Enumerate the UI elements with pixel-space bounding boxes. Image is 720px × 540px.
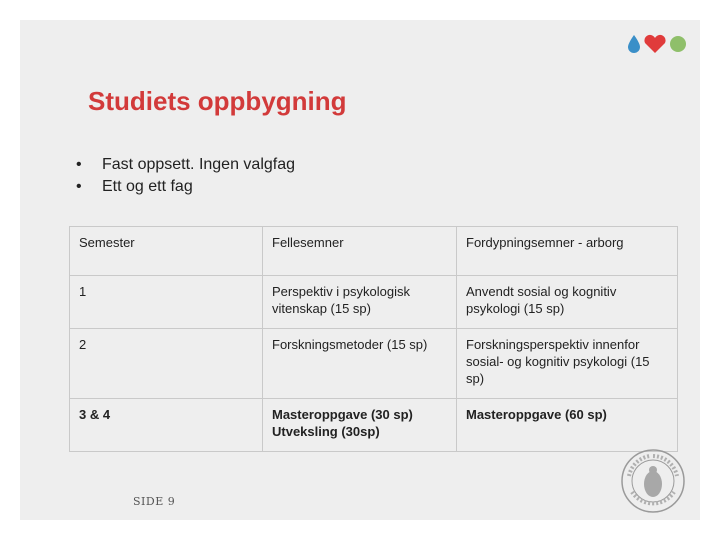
bullet-icon: •	[76, 156, 82, 173]
logo-icons	[626, 33, 688, 55]
university-seal-icon	[620, 448, 686, 514]
list-item	[74, 154, 295, 176]
bullet-text: Fast oppsett. Ingen valgfag	[102, 156, 296, 173]
water-drop-icon	[628, 35, 640, 53]
bullet-icon: •	[76, 178, 82, 195]
list-item	[74, 176, 295, 198]
bullet-text: Ett og ett fag	[102, 178, 193, 195]
table-row	[70, 276, 678, 329]
page-title: Studiets oppbygning	[88, 86, 347, 116]
cell-felles-line: Utveksling (30sp)	[272, 424, 380, 439]
cell-felles: Perspektiv i psykologisk vitenskap (15 sp)	[263, 276, 457, 329]
cell-semester: 3 & 4	[70, 399, 263, 452]
cell-fordypning: Forskningsperspektiv innenfor sosial- og kognitiv psykologi (15 sp)	[457, 329, 678, 399]
bullet-list	[74, 154, 295, 198]
heart-icon	[644, 35, 665, 53]
table-row	[70, 399, 678, 452]
table-row	[70, 329, 678, 399]
cell-semester: 1	[70, 276, 263, 329]
header-fordypningsemner: Fordypningsemner - arborg	[457, 227, 678, 276]
circle-icon	[670, 36, 686, 52]
study-structure-table	[69, 226, 678, 452]
page-number: SIDE 9	[133, 495, 176, 508]
header-fellesemner: Fellesemner	[263, 227, 457, 276]
table-header-row	[70, 227, 678, 276]
header-semester: Semester	[70, 227, 263, 276]
cell-felles	[263, 399, 457, 452]
cell-felles-line: Masteroppgave (30 sp)	[272, 407, 413, 422]
cell-felles: Forskningsmetoder (15 sp)	[263, 329, 457, 399]
cell-semester: 2	[70, 329, 263, 399]
cell-fordypning: Anvendt sosial og kognitiv psykologi (15 sp)	[457, 276, 678, 329]
cell-fordypning: Masteroppgave (60 sp)	[457, 399, 678, 452]
